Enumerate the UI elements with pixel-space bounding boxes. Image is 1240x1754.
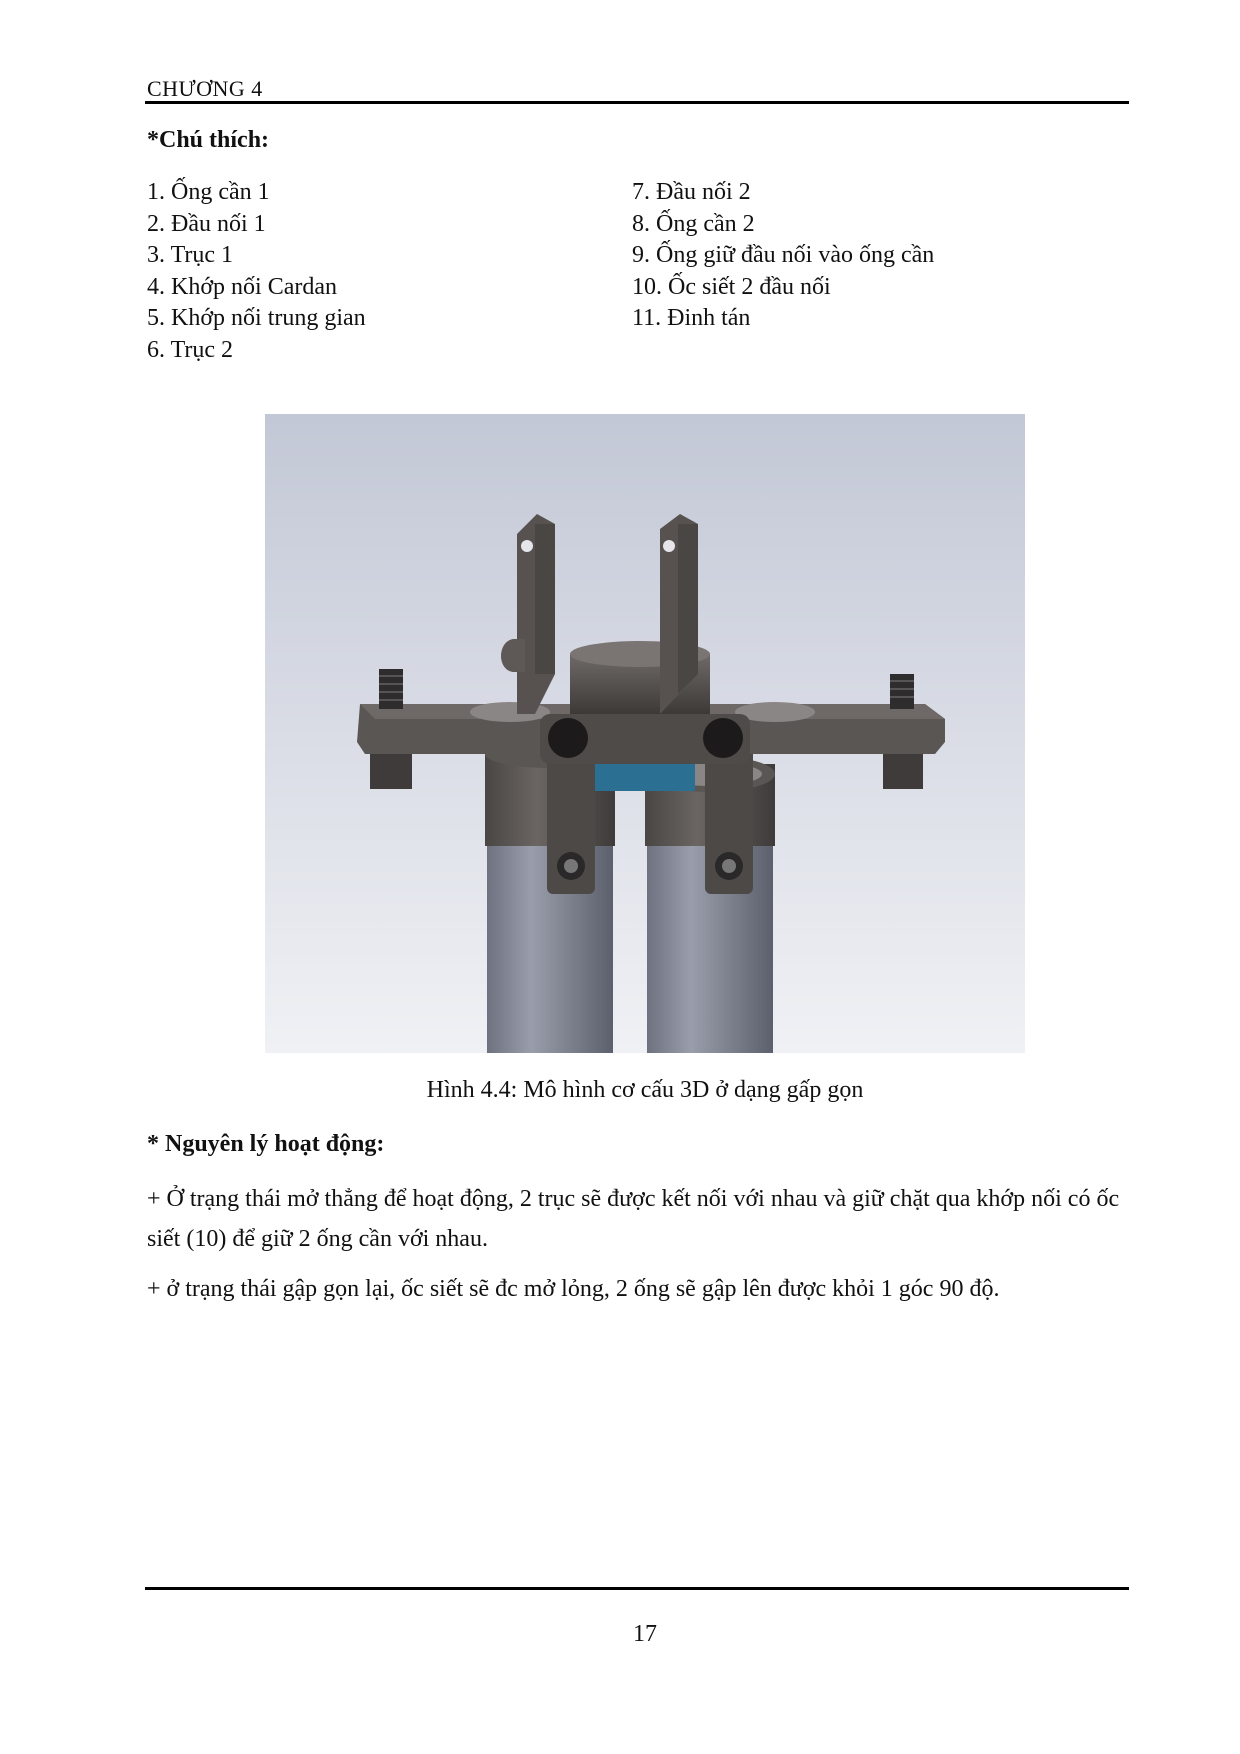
legend-item: 2. Đầu nối 1 [147,210,266,237]
principle-title: * Nguyên lý hoạt động: [147,1131,385,1157]
legend-item: 3. Trục 1 [147,242,234,268]
legend-item: 11. Đinh tán [632,305,751,331]
legend-left-column [147,177,366,366]
page-number: 17 [633,1621,657,1647]
figure-caption: Hình 4.4: Mô hình cơ cấu 3D ở dạng gấp gọn [426,1077,864,1103]
footer-rule [145,1587,1129,1590]
principle-paragraph-2: + ở trạng thái gập gọn lại, ốc siết sẽ đc mở lỏng, 2 ống sẽ gập lên được khỏi 1 góc 90 độ. [147,1276,1000,1302]
nut-right [883,749,923,789]
legend-title: *Chú thích: [147,127,270,153]
legend-item: 6. Trục 2 [147,336,234,363]
legend-item: 7. Đầu nối 2 [632,179,751,205]
legend-item: 5. Khớp nối trung gian [147,305,366,331]
chapter-header: CHƯƠNG 4 [147,76,263,101]
folded-mechanism-illustration [265,414,1025,1053]
legend-item: 9. Ống giữ đầu nối vào ống cần [632,242,935,268]
principle-paragraph-1: + Ở trạng thái mở thẳng để hoạt động, 2 trục sẽ được kết nối với nhau và giữ chặt qua khớp nối có ốc siết (10) để giữ 2 ống cần với nhau. [147,1186,1120,1252]
legend-right-column [632,177,934,335]
nut-left [370,749,412,789]
header-rule [145,101,1129,104]
bolt-right [890,674,914,709]
legend-item: 8. Ống cần 2 [632,210,755,237]
legend-item: 1. Ống cần 1 [147,179,270,205]
legend-item: 4. Khớp nối Cardan [147,273,337,300]
legend-item: 10. Ốc siết 2 đầu nối [632,273,831,300]
cad-model-figure [265,414,1025,1053]
